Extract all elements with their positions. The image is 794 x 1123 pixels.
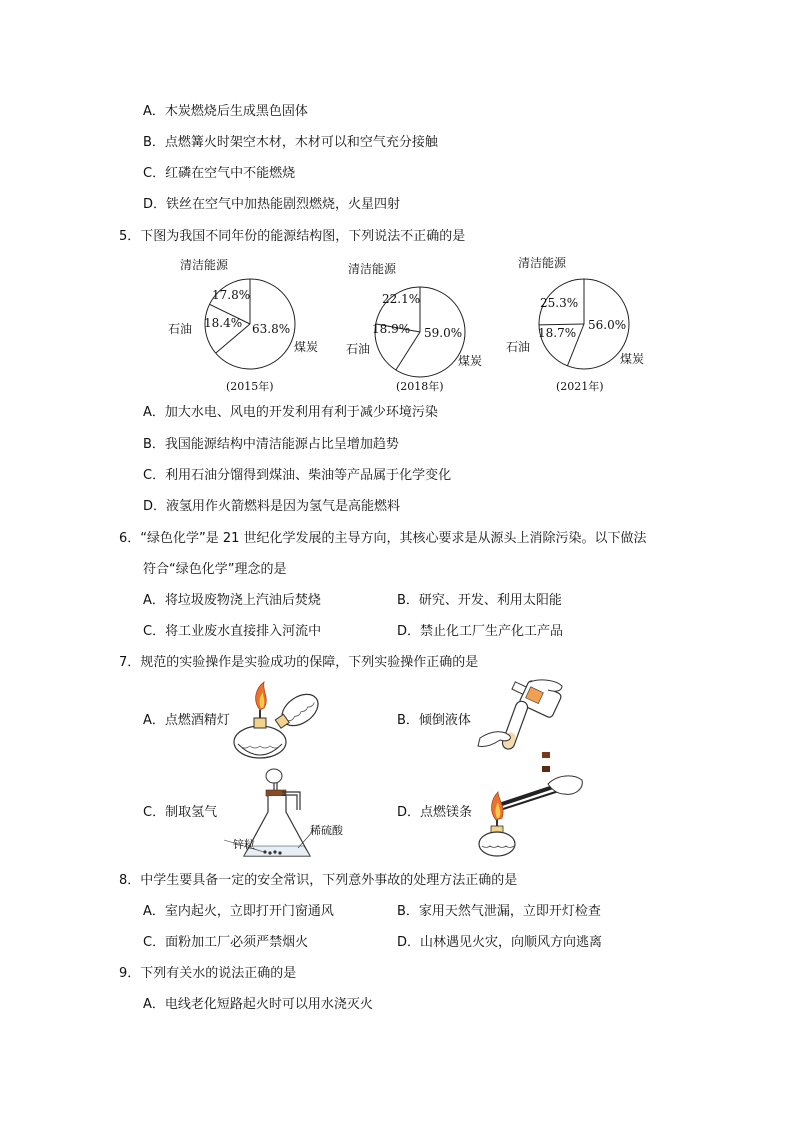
pie-2021-value-clean: 25.3% — [540, 296, 579, 310]
pie-2018-svg — [330, 252, 500, 397]
pie-2021-value-oil: 18.7% — [538, 326, 577, 340]
q6-option-a: A．将垃圾废物浇上汽油后焚烧 — [143, 593, 321, 608]
pie-2015-label-clean: 清洁能源 — [180, 258, 229, 272]
q6-stem-line2: 符合“绿色化学”理念的是 — [143, 562, 287, 577]
q5-option-a: A．加大水电、风电的开发利用有利于减少环境污染 — [143, 405, 438, 420]
pie-2018-value-oil: 18.9% — [372, 322, 411, 336]
q8-option-d: D．山林遇见火灾，向顺风方向逃离 — [397, 935, 603, 950]
q7-c-label-acid: 稀硫酸 — [310, 824, 343, 837]
pie-2015-year: (2015年) — [226, 380, 274, 393]
pie-2021-year: (2021年) — [556, 380, 604, 393]
q4-option-c: C．红磷在空气中不能燃烧 — [143, 166, 296, 181]
q8-option-a: A．室内起火，立即打开门窗通风 — [143, 904, 334, 919]
pie-2021-label-coal: 煤炭 — [620, 352, 645, 366]
q5-option-b: B．我国能源结构中清洁能源占比呈增加趋势 — [143, 437, 399, 452]
hydrogen-apparatus-illustration — [210, 766, 350, 866]
alcohol-lamp-lighting-illustration — [230, 680, 330, 765]
q6-stem-line1: 6．“绿色化学”是 21 世纪化学发展的主导方向，其核心要求是从源头上消除污染。以下做法 — [119, 531, 647, 546]
pie-2021-label-oil: 石油 — [506, 340, 531, 354]
q8-option-b: B．家用天然气泄漏，立即开灯检查 — [397, 904, 601, 919]
q7-option-d: D．点燃镁条 — [397, 805, 473, 820]
q7-option-a: A．点燃酒精灯 — [143, 713, 230, 728]
q4-option-d: D．铁丝在空气中加热能剧烈燃烧，火星四射 — [143, 197, 401, 212]
pie-2018-year: (2018年) — [396, 380, 444, 393]
pie-2018-label-coal: 煤炭 — [458, 354, 483, 368]
pie-2018-label-clean: 清洁能源 — [348, 262, 397, 276]
q7-c-label-zinc: 锌粒 — [233, 838, 255, 851]
pie-chart-2015 — [160, 252, 330, 397]
pouring-liquid-illustration — [470, 678, 570, 763]
q8-stem: 8．中学生要具备一定的安全常识，下列意外事故的处理方法正确的是 — [119, 873, 518, 888]
pie-2015-value-clean: 17.8% — [212, 288, 251, 302]
q7-stem: 7．规范的实验操作是实验成功的保障，下列实验操作正确的是 — [119, 655, 479, 670]
pie-2015-label-coal: 煤炭 — [294, 340, 319, 354]
q4-option-b: B．点燃篝火时架空木材，木材可以和空气充分接触 — [143, 135, 438, 150]
pie-2021-label-clean: 清洁能源 — [518, 256, 567, 270]
pie-2018-value-coal: 59.0% — [424, 326, 463, 340]
pie-chart-2021 — [500, 252, 670, 397]
q6-option-d: D．禁止化工厂生产化工产品 — [397, 624, 564, 639]
pie-2015-svg — [160, 252, 330, 397]
pie-2015-value-oil: 18.4% — [204, 316, 243, 330]
q7-option-b: B．倾倒液体 — [397, 713, 471, 728]
q9-option-a: A．电线老化短路起火时可以用水浇灭火 — [143, 997, 373, 1012]
q9-stem: 9．下列有关水的说法正确的是 — [119, 966, 297, 981]
pie-2021-value-coal: 56.0% — [588, 318, 627, 332]
pie-2021-svg — [500, 252, 670, 397]
pie-2018-label-oil: 石油 — [346, 342, 371, 356]
pie-chart-2018 — [330, 252, 500, 397]
q5-option-d: D．液氢用作火箭燃料是因为氢气是高能燃料 — [143, 499, 401, 514]
q5-stem: 5．下图为我国不同年份的能源结构图，下列说法不正确的是 — [119, 229, 466, 244]
q5-option-c: C．利用石油分馏得到煤油、柴油等产品属于化学变化 — [143, 468, 452, 483]
q6-option-b: B．研究、开发、利用太阳能 — [397, 593, 562, 608]
pie-2018-value-clean: 22.1% — [382, 292, 421, 306]
q8-option-c: C．面粉加工厂必须严禁烟火 — [143, 935, 309, 950]
magnesium-burning-illustration — [476, 766, 586, 862]
q6-option-c: C．将工业废水直接排入河流中 — [143, 624, 322, 639]
q7-option-c: C．制取氢气 — [143, 805, 218, 820]
q4-option-a: A．木炭燃烧后生成黑色固体 — [143, 104, 308, 119]
pie-2015-label-oil: 石油 — [168, 322, 193, 336]
pie-2015-value-coal: 63.8% — [252, 322, 291, 336]
